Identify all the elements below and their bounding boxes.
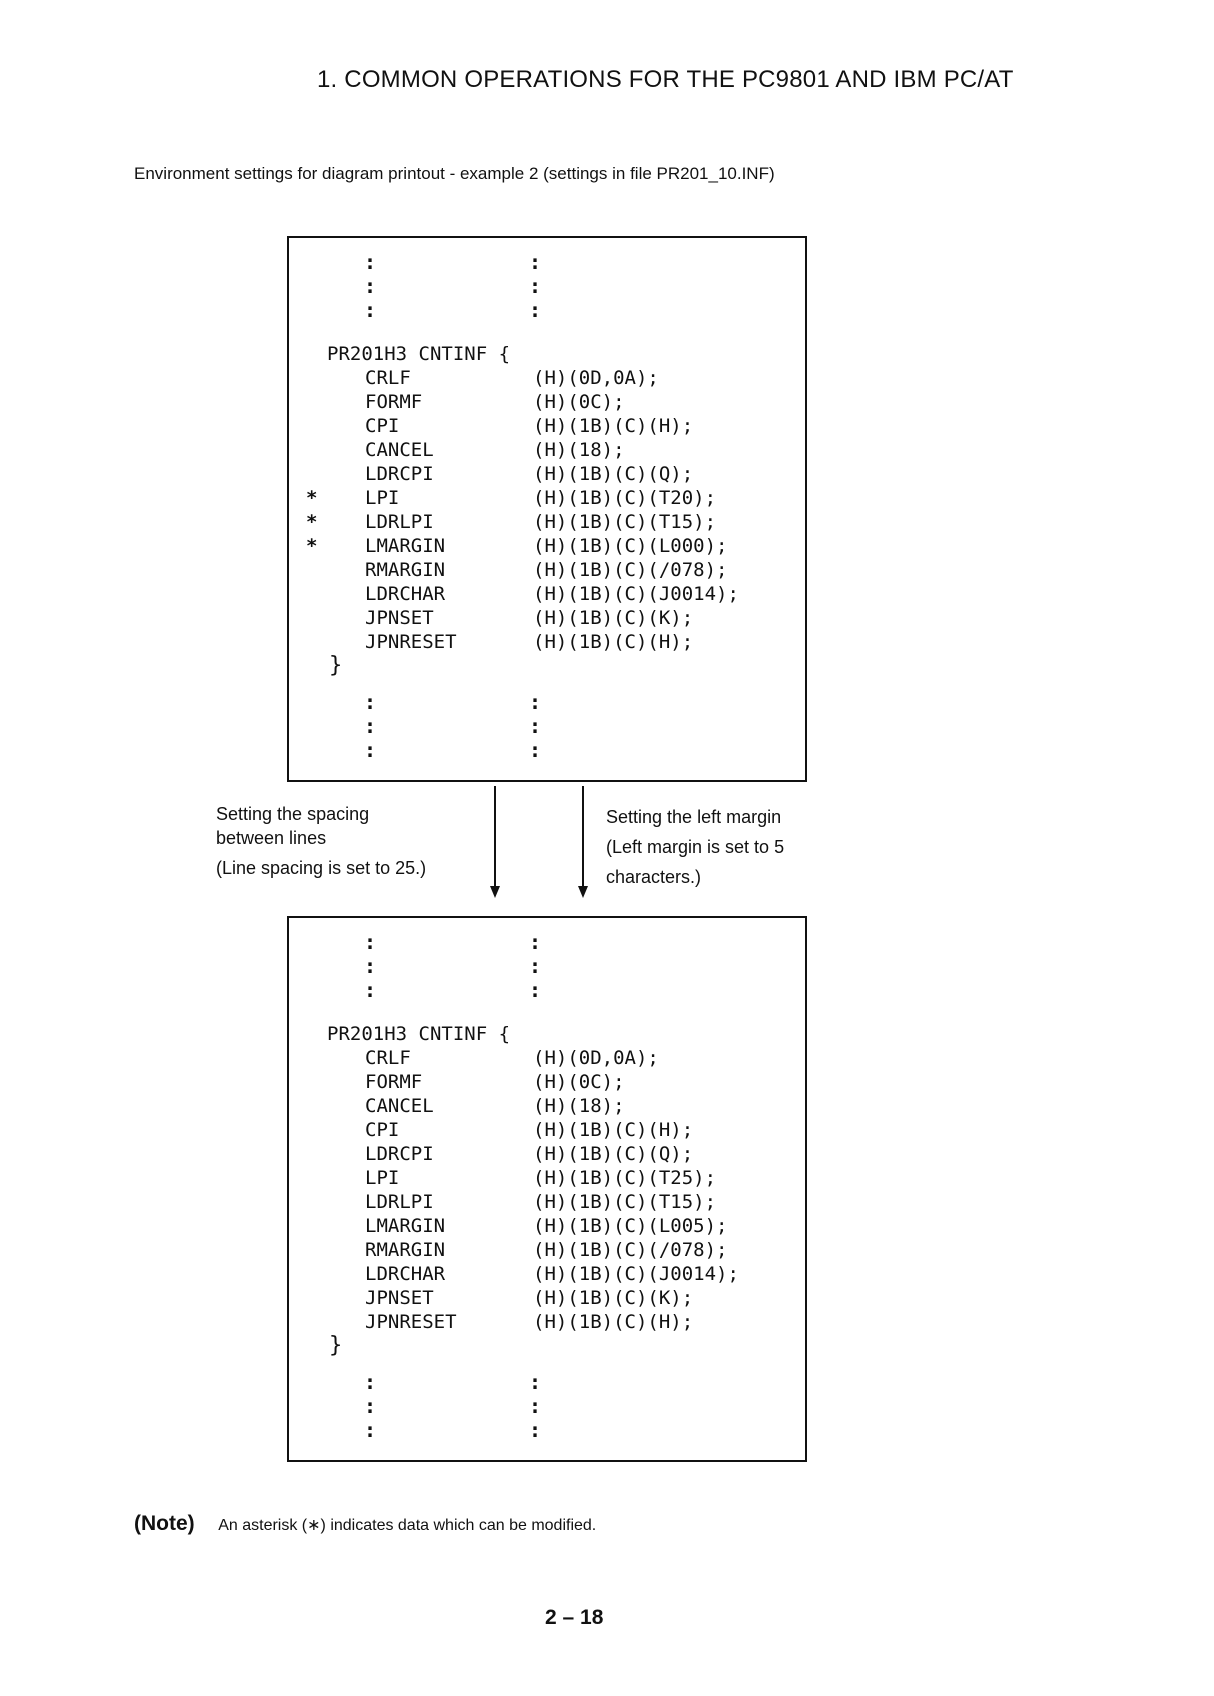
setting-row: [289, 606, 805, 630]
setting-name: JPNRESET: [365, 1311, 457, 1333]
arrow-down-icon: [490, 886, 500, 898]
setting-row: [289, 1214, 805, 1238]
setting-value: (H)(1B)(C)(/078);: [533, 1239, 728, 1261]
ellipsis-top-right: : : :: [528, 930, 542, 1002]
setting-name: LDRCHAR: [365, 583, 446, 605]
note-label: (Note): [134, 1512, 195, 1535]
setting-name: FORMF: [365, 1071, 423, 1093]
note-text: An asterisk (∗) indicates data which can be modified.: [218, 1517, 597, 1534]
setting-value: (H)(1B)(C)(L005);: [533, 1215, 728, 1237]
ellipsis-top-left: : : :: [363, 930, 377, 1002]
setting-value: (H)(1B)(C)(T25);: [533, 1167, 717, 1189]
page-number: 2 – 18: [545, 1606, 604, 1629]
setting-value: (H)(1B)(C)(K);: [533, 607, 694, 629]
setting-row: [289, 630, 805, 654]
setting-row: [289, 1070, 805, 1094]
ellipsis-bottom-left: : : :: [363, 1370, 377, 1442]
setting-value: (H)(0C);: [533, 391, 625, 413]
setting-value: (H)(1B)(C)(T15);: [533, 1191, 717, 1213]
setting-row: [289, 438, 805, 462]
setting-row: [289, 582, 805, 606]
setting-name: RMARGIN: [365, 559, 446, 581]
ellipsis-bottom-right: : : :: [528, 690, 542, 762]
setting-name: CPI: [365, 415, 400, 437]
setting-name: LDRLPI: [365, 1191, 434, 1213]
setting-value: (H)(18);: [533, 439, 625, 461]
arrow-line-left: [494, 786, 496, 888]
figure-caption: Environment settings for diagram printout - example 2 (settings in file PR201_10.INF): [134, 164, 775, 183]
setting-row: [289, 1118, 805, 1142]
setting-row: [289, 462, 805, 486]
setting-row: [289, 1238, 805, 1262]
setting-value: (H)(1B)(C)(H);: [533, 1119, 694, 1141]
ellipsis-bottom-left: : : :: [363, 690, 377, 762]
setting-row: [289, 1142, 805, 1166]
setting-name: CANCEL: [365, 1095, 434, 1117]
setting-value: (H)(1B)(C)(K);: [533, 1287, 694, 1309]
setting-name: LPI: [365, 487, 400, 509]
setting-name: LMARGIN: [365, 1215, 446, 1237]
modifiable-asterisk: *: [306, 535, 318, 557]
setting-row: [289, 1310, 805, 1334]
setting-value: (H)(1B)(C)(J0014);: [533, 1263, 739, 1285]
settings-after-box: [287, 916, 807, 1462]
setting-name: FORMF: [365, 391, 423, 413]
setting-row: [289, 1094, 805, 1118]
setting-value: (H)(18);: [533, 1095, 625, 1117]
setting-value: (H)(1B)(C)(T15);: [533, 511, 717, 533]
settings-before-box: [287, 236, 807, 782]
setting-row: [289, 1262, 805, 1286]
setting-row: [289, 1046, 805, 1070]
setting-row: [289, 414, 805, 438]
setting-value: (H)(1B)(C)(T20);: [533, 487, 717, 509]
setting-value: (H)(1B)(C)(H);: [533, 1311, 694, 1333]
setting-name: JPNRESET: [365, 631, 457, 653]
modifiable-asterisk: *: [306, 487, 318, 509]
arrow-down-icon: [578, 886, 588, 898]
setting-name: LDRCHAR: [365, 1263, 446, 1285]
setting-name: JPNSET: [365, 1287, 434, 1309]
setting-row: [289, 366, 805, 390]
setting-name: LMARGIN: [365, 535, 446, 557]
setting-row: [289, 1166, 805, 1190]
line-spacing-annotation: Setting the spacing between lines (Line spacing is set to 25.): [216, 804, 427, 878]
setting-row: [289, 510, 805, 534]
arrow-line-right: [582, 786, 584, 888]
setting-row: [289, 390, 805, 414]
setting-value: (H)(0D,0A);: [533, 367, 659, 389]
block-header: PR201H3 CNTINF {: [327, 1023, 511, 1045]
setting-name: JPNSET: [365, 607, 434, 629]
setting-name: CRLF: [365, 367, 411, 389]
left-margin-annotation: Setting the left margin (Left margin is set to 5 characters.): [606, 807, 785, 887]
setting-row: [289, 558, 805, 582]
note: [134, 1512, 596, 1536]
ellipsis-top-left: : : :: [363, 250, 377, 322]
setting-value: (H)(1B)(C)(H);: [533, 415, 694, 437]
modifiable-asterisk: *: [306, 511, 318, 533]
setting-name: LPI: [365, 1167, 400, 1189]
setting-value: (H)(1B)(C)(Q);: [533, 1143, 694, 1165]
setting-value: (H)(0C);: [533, 1071, 625, 1093]
setting-value: (H)(1B)(C)(Q);: [533, 463, 694, 485]
setting-row: [289, 534, 805, 558]
setting-name: CANCEL: [365, 439, 434, 461]
setting-name: LDRLPI: [365, 511, 434, 533]
setting-row: [289, 1190, 805, 1214]
setting-name: LDRCPI: [365, 1143, 434, 1165]
setting-value: (H)(1B)(C)(L000);: [533, 535, 728, 557]
setting-name: LDRCPI: [365, 463, 434, 485]
block-close: }: [329, 1333, 343, 1358]
setting-value: (H)(1B)(C)(J0014);: [533, 583, 739, 605]
setting-name: CRLF: [365, 1047, 411, 1069]
setting-row: [289, 486, 805, 510]
page-title: 1. COMMON OPERATIONS FOR THE PC9801 AND IBM PC/AT: [317, 66, 1014, 93]
block-header: PR201H3 CNTINF {: [327, 343, 511, 365]
block-close: }: [329, 653, 343, 678]
setting-name: CPI: [365, 1119, 400, 1141]
setting-value: (H)(1B)(C)(/078);: [533, 559, 728, 581]
setting-value: (H)(1B)(C)(H);: [533, 631, 694, 653]
ellipsis-bottom-right: : : :: [528, 1370, 542, 1442]
setting-name: RMARGIN: [365, 1239, 446, 1261]
setting-row: [289, 1286, 805, 1310]
ellipsis-top-right: : : :: [528, 250, 542, 322]
setting-value: (H)(0D,0A);: [533, 1047, 659, 1069]
